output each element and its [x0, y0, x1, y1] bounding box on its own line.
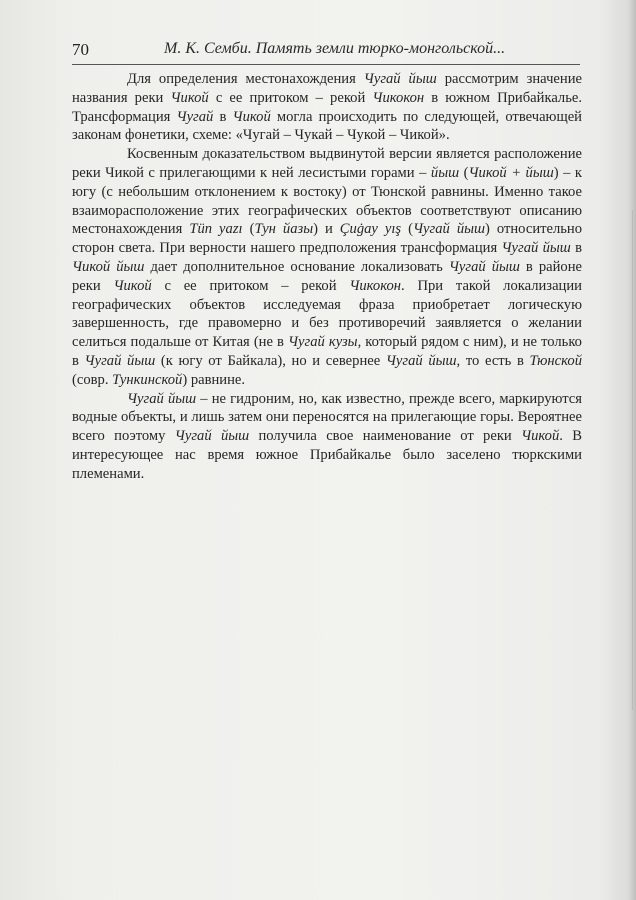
bleed-through-text	[0, 498, 72, 612]
italic-term: Чугай йыш	[413, 221, 486, 238]
text-run: с ее притоком – рекой	[208, 89, 373, 106]
text-run: – не гидроним, но, как известно, прежде всего, маркируются водные объекты, и лишь затем они переносятся на прилегающие горы. Вероятнее всего поэтому	[72, 390, 582, 445]
text-run: (	[242, 221, 255, 238]
italic-term: йыш	[430, 164, 460, 181]
margin-line	[632, 210, 633, 710]
text-run: (	[459, 164, 469, 181]
text-run: (к югу от Байкала), но и севернее	[155, 352, 386, 369]
text-run: Косвенным доказательством выдвинутой версии является расположение реки Чикой с прилегающими к ней лесистыми горами –	[72, 146, 582, 181]
italic-term: Tüп yazı	[189, 221, 243, 238]
text-run: , то есть в	[456, 352, 530, 369]
italic-term: Чикокон	[349, 277, 402, 294]
italic-term: Чикой	[521, 428, 560, 445]
italic-term: Чикокон	[372, 89, 425, 106]
body-text	[72, 70, 582, 484]
italic-term: Чугай йыш	[174, 428, 250, 445]
italic-term: Тун йазы	[254, 221, 314, 238]
paragraph-1	[72, 70, 582, 145]
paragraph-2	[72, 145, 582, 389]
text-run: в южном Прибайкалье. Трансформация	[72, 89, 582, 125]
page-header	[72, 38, 580, 65]
text-run: , который рядом с ним), и не только в	[72, 334, 582, 369]
italic-term: Чугай йыш	[363, 71, 437, 87]
italic-term: Çuġay yış	[339, 221, 402, 238]
text-run: могла происходить по следующей, отвечающей законам фонетики, схеме: «Чугай – Чукай – Чукой – Чикой».	[72, 108, 582, 144]
italic-term: Чикой йыш	[72, 258, 145, 275]
text-run: рассмотрим значение названия реки	[72, 71, 582, 106]
text-run: (совр.	[72, 371, 113, 388]
text-run: ) и	[313, 221, 340, 238]
paragraph-3	[72, 390, 582, 484]
italic-term: Чугай йыш	[501, 240, 571, 257]
text-run: . В интересующее нас время южное Прибайкалье было заселено тюркскими племенами.	[72, 428, 582, 482]
text-run: в	[570, 240, 582, 257]
text-run: дает дополнительное основание локализовать	[144, 258, 449, 275]
text-run: в	[213, 108, 233, 125]
italic-term: Чикой	[170, 89, 209, 106]
text-run: Для определения местонахождения	[127, 71, 364, 87]
text-run: ) – к югу (с небольшим отклонением к востоку) от Тюнской равнины. Именно такое взаиморасположение этих географических объектов соответствуют описанию местонахождения	[72, 164, 583, 238]
text-run: ) относительно сторон света. При верности нашего предположения трансформация	[72, 221, 583, 257]
italic-term: Чикой	[113, 277, 152, 294]
italic-term: Чугай	[176, 108, 214, 125]
text-run: . При такой локализации географических объектов исследуемая фраза приобретает логическую завершенность, где правомерно и без противоречий заявляется о желании селиться подальше от Китая (не в	[72, 277, 582, 351]
text-run: в районе реки	[72, 258, 583, 294]
text-run: получила свое наименование от реки	[249, 428, 522, 445]
italic-term: Чугай йыш	[448, 258, 520, 275]
italic-term: Чикой + йыш	[468, 164, 554, 181]
text-run: с ее притоком – рекой	[151, 277, 350, 294]
italic-term: Чикой	[232, 108, 271, 125]
italic-term: Тюнской	[529, 352, 582, 369]
italic-term: Тункинской	[112, 371, 183, 388]
page-number: 70	[72, 40, 89, 59]
text-run: ) равнине.	[182, 371, 246, 388]
italic-term: Чугай йыш	[127, 390, 197, 407]
italic-term: Чугай кузы	[287, 334, 358, 351]
italic-term: Чугай йыш	[84, 352, 156, 369]
italic-term: Чугай йыш	[385, 352, 457, 369]
text-run: (	[401, 221, 413, 238]
running-title: М. К. Семби. Память земли тюрко-монгольской...	[164, 40, 506, 57]
